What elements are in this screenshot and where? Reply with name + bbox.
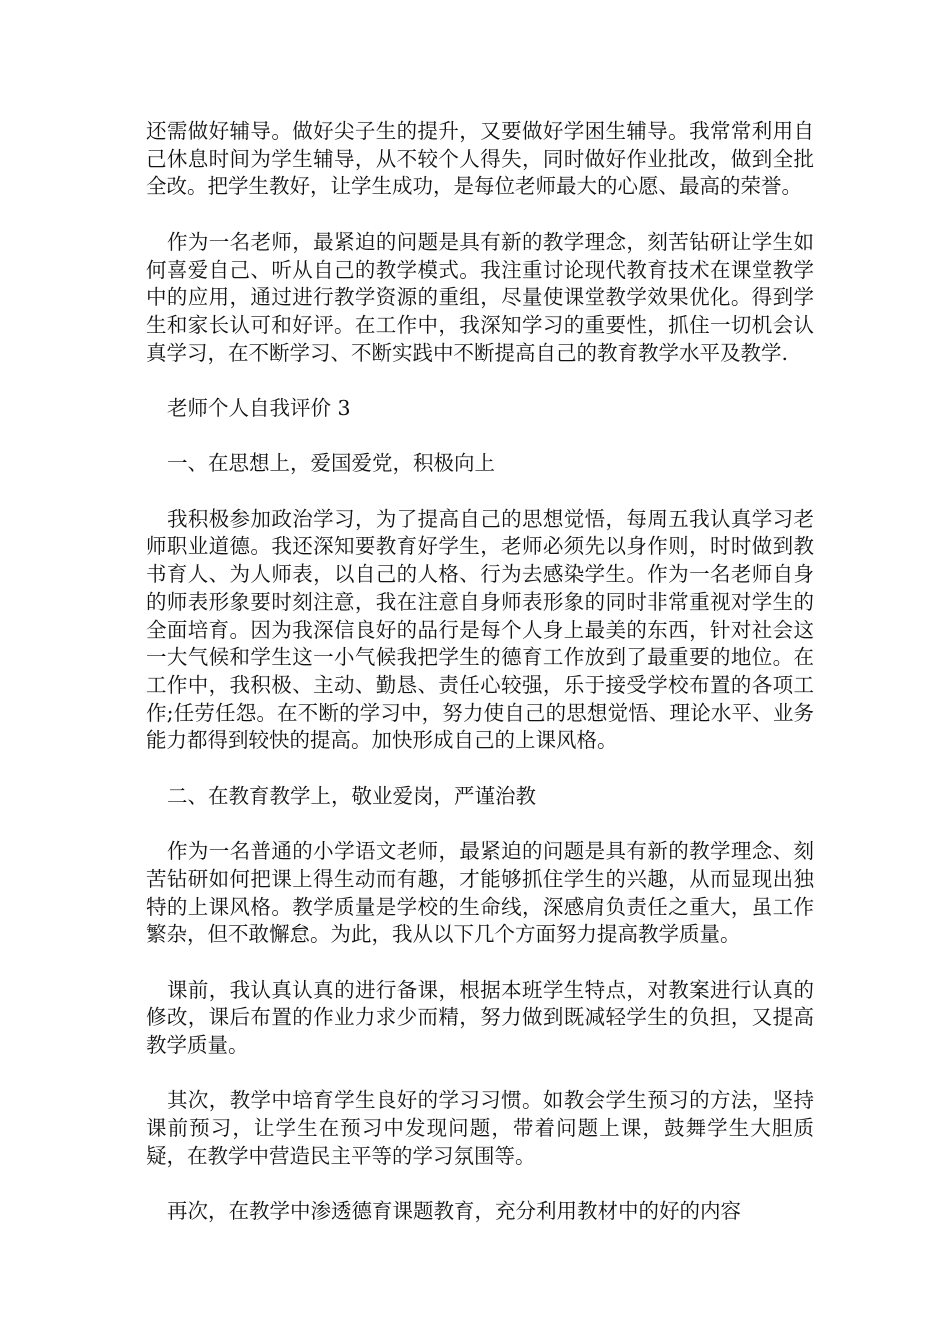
- subheading-2: 二、在教育教学上，敬业爱岗，严谨治教: [167, 783, 536, 808]
- document-body: [146, 118, 814, 1254]
- paragraph-7: 再次，在教学中渗透德育课题教育，充分利用教材中的好的内容: [167, 1199, 741, 1224]
- subheading-1: 一、在思想上，爱国爱党，积极向上: [167, 451, 495, 476]
- section-title: 老师个人自我评价 3: [167, 396, 351, 420]
- paragraph-4: 作为一名普通的小学语文老师，最紧迫的问题是具有新的教学理念、刻苦钻研如何把课上得生动而有趣，才能够抓住学生的兴趣，从而显现出独特的上课风格。教学质量是学校的生命线，深感肩负责任之重大，虽工作繁杂，但不敢懈怠。为此，我从以下几个方面努力提高教学质量。: [146, 839, 814, 947]
- paragraph-5: 课前，我认真认真的进行备课，根据本班学生特点，对教案进行认真的修改，课后布置的作业力求少而精，努力做到既减轻学生的负担，又提高教学质量。: [146, 977, 814, 1058]
- paragraph-2: 作为一名老师，最紧迫的问题是具有新的教学理念，刻苦钻研让学生如何喜爱自己、听从自己的教学模式。我注重讨论现代教育技术在课堂教学中的应用，通过进行教学资源的重组，尽量使课堂教学效果优化。得到学生和家长认可和好评。在工作中，我深知学习的重要性，抓住一切机会认真学习，在不断学习、不断实践中不断提高自己的教育教学水平及教学.: [146, 229, 814, 365]
- paragraph-1: 还需做好辅导。做好尖子生的提升，又要做好学困生辅导。我常常利用自己休息时间为学生辅导，从不较个人得失，同时做好作业批改，做到全批全改。把学生教好，让学生成功，是每位老师最大的心愿、最高的荣誉。: [146, 119, 814, 199]
- paragraph-6: 其次，教学中培育学生良好的学习习惯。如教会学生预习的方法，坚持课前预习，让学生在预习中发现问题，带着问题上课，鼓舞学生大胆质疑，在教学中营造民主平等的学习氛围等。: [146, 1088, 814, 1168]
- paragraph-3: 我积极参加政治学习，为了提高自己的思想觉悟，每周五我认真学习老师职业道德。我还深知要教育好学生，老师必须先以身作则，时时做到教书育人、为人师表，以自己的人格、行为去感染学生。作为一名老师自身的师表形象要时刻注意，我在注意自身师表形象的同时非常重视对学生的全面培育。因为我深信良好的品行是每个人身上最美的东西，针对社会这一大气候和学生这一小气候我把学生的德育工作放到了最重要的地位。在工作中，我积极、主动、勤恳、责任心较强，乐于接受学校布置的各项工作;任劳任怨。在不断的学习中，努力使自己的思想觉悟、理论水平、业务能力都得到较快的提高。加快形成自己的上课风格。: [146, 506, 814, 753]
